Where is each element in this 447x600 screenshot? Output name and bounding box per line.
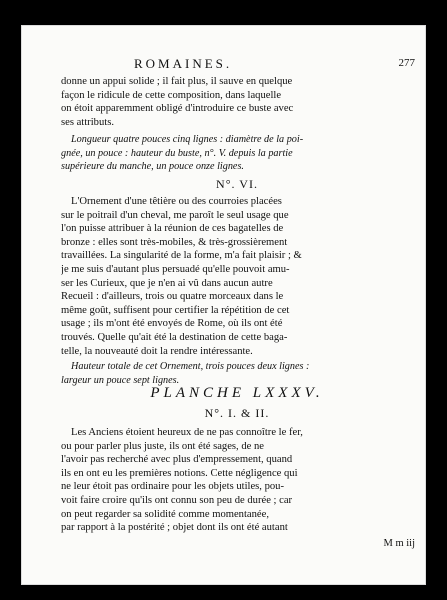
section-heading: N°. VI. <box>216 177 258 191</box>
text-line: je me suis d'autant plus persuadé qu'elle pouvoit amu- <box>61 263 290 275</box>
text-line: donne un appui solide ; il fait plus, il sauve en quelque <box>61 76 293 87</box>
text-line: trouvés. Quelle qu'ait été la destination de cette baga- <box>61 331 288 343</box>
text-line: même goût, suffisent pour certifier la répétition de cet <box>61 304 290 316</box>
text-line: sur le poitrail d'un cheval, me paroît le seul usage que <box>61 209 289 221</box>
caption-line: Hauteur totale de cet Ornement, trois pouces deux lignes : <box>71 361 310 372</box>
book-page <box>21 25 426 585</box>
text-line: ils en ont eu les premières notions. Cette négligence qui <box>61 467 298 479</box>
dimensions-caption <box>61 360 413 387</box>
plate-title: PLANCHE LXXXV. <box>150 385 324 401</box>
paragraph-continuation <box>61 75 413 129</box>
text-line: on peut regarder sa solidité comme momentanée, <box>61 508 269 520</box>
caption-line: gnée, un pouce : hauteur du buste, n°. V. depuis la partie <box>61 147 293 159</box>
text-line: travaillées. La singularité de la forme, m'a fait plaisir ; & <box>61 250 302 262</box>
text-line: ses attributs. <box>61 116 114 128</box>
page-header <box>61 57 421 73</box>
text-line: bronze : elles sont très-mobiles, & très-grossièrement <box>61 236 288 248</box>
text-line: Les Anciens étoient heureux de ne pas connoître le fer, <box>71 427 303 438</box>
text-line: Recueil : d'ailleurs, trois ou quatre morceaux dans le <box>61 291 284 303</box>
text-line: telle, la nouveauté doit la rendre intéressante. <box>61 345 253 357</box>
text-line: usage ; ils m'ont été envoyés de Rome, où ils ont été <box>61 318 283 330</box>
dimensions-caption <box>61 133 413 174</box>
text-line: façon le ridicule de cette composition, dans laquelle <box>61 89 282 101</box>
text-line: ou pour parler plus juste, ils ont été sages, de ne <box>61 440 264 452</box>
text-line: l'avoir pas recherché avec plus d'empressement, quand <box>61 454 293 466</box>
text-line: L'Ornement d'une têtière ou des courroies placées <box>71 196 282 207</box>
running-title: ROMAINES. <box>134 56 233 71</box>
signature-mark: M m iij <box>383 538 415 549</box>
paragraph-anciens <box>61 426 413 535</box>
page-number: 277 <box>398 57 415 69</box>
caption-line: largeur un pouce sept lignes. <box>61 374 180 386</box>
text-line: voit faire croire qu'ils ont connu son peu de durée ; car <box>61 494 293 506</box>
text-line: par rapport à la postérité ; objet dont ils ont été autant <box>61 522 288 534</box>
text-line: ser les Curieux, que je n'en ai vû dans aucun autre <box>61 277 273 289</box>
section-heading: N°. I. & II. <box>204 406 270 420</box>
text-line: l'on puisse attribuer à la réunion de ces bagatelles de <box>61 223 284 235</box>
caption-line: supérieure du manche, un pouce onze lignes. <box>61 161 244 173</box>
text-line: on étoit apparemment obligé d'introduire ce buste avec <box>61 103 294 115</box>
paragraph-ornament <box>61 195 413 358</box>
text-line: ne leur étoit pas ordinaire pour les objets utiles, pou- <box>61 481 285 493</box>
caption-line: Longueur quatre pouces cinq lignes : diamètre de la poi- <box>71 134 304 145</box>
